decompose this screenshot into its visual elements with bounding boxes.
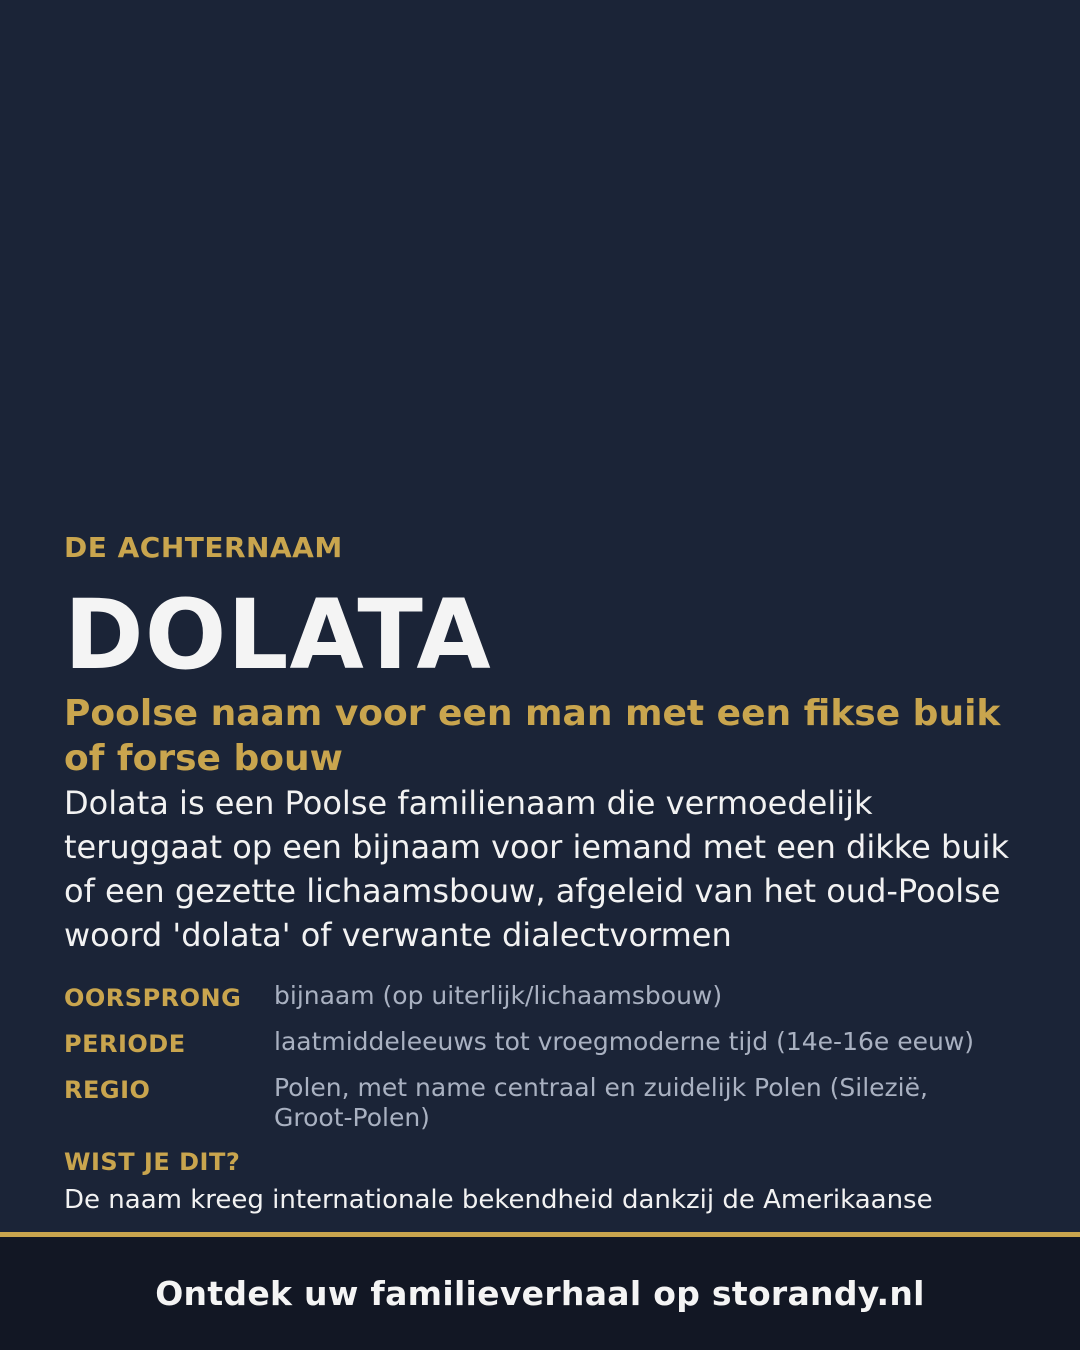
description: Dolata is een Poolse familienaam die vermoedelijk teruggaat op een bijnaam voor iemand met een dikke buik of een gezette lichaamsbouw, afgeleid van het oud-Poolse woord 'dolata' of verwante dialectvormen (64, 784, 1010, 954)
fact-row-region (64, 1073, 1014, 1133)
did-you-know-label: WIST JE DIT? (64, 1148, 241, 1176)
facts-list (64, 981, 1014, 1133)
fact-label: REGIO (64, 1076, 151, 1104)
footer-banner (0, 1232, 1080, 1350)
eyebrow-label: DE ACHTERNAAM (64, 531, 343, 564)
fact-value: laatmiddeleeuws tot vroegmoderne tijd (14e-16e eeuw) (274, 1027, 975, 1056)
fact-label: PERIODE (64, 1030, 186, 1058)
fact-value: Polen, met name centraal en zuidelijk Polen (Silezië, Groot-Polen) (274, 1073, 928, 1132)
fact-value: bijnaam (op uiterlijk/lichaamsbouw) (274, 981, 723, 1010)
fact-label: OORSPRONG (64, 984, 242, 1012)
surname-title: DOLATA (64, 579, 492, 691)
footer-cta: Ontdek uw familieverhaal op storandy.nl (155, 1274, 925, 1313)
tagline: Poolse naam voor een man met een fikse buik of forse bouw (64, 693, 1001, 779)
did-you-know-text: De naam kreeg internationale bekendheid dankzij de Amerikaanse (64, 1185, 933, 1215)
fact-row-origin (64, 981, 1014, 1013)
fact-row-period (64, 1027, 1014, 1059)
card-content (64, 531, 1014, 1215)
